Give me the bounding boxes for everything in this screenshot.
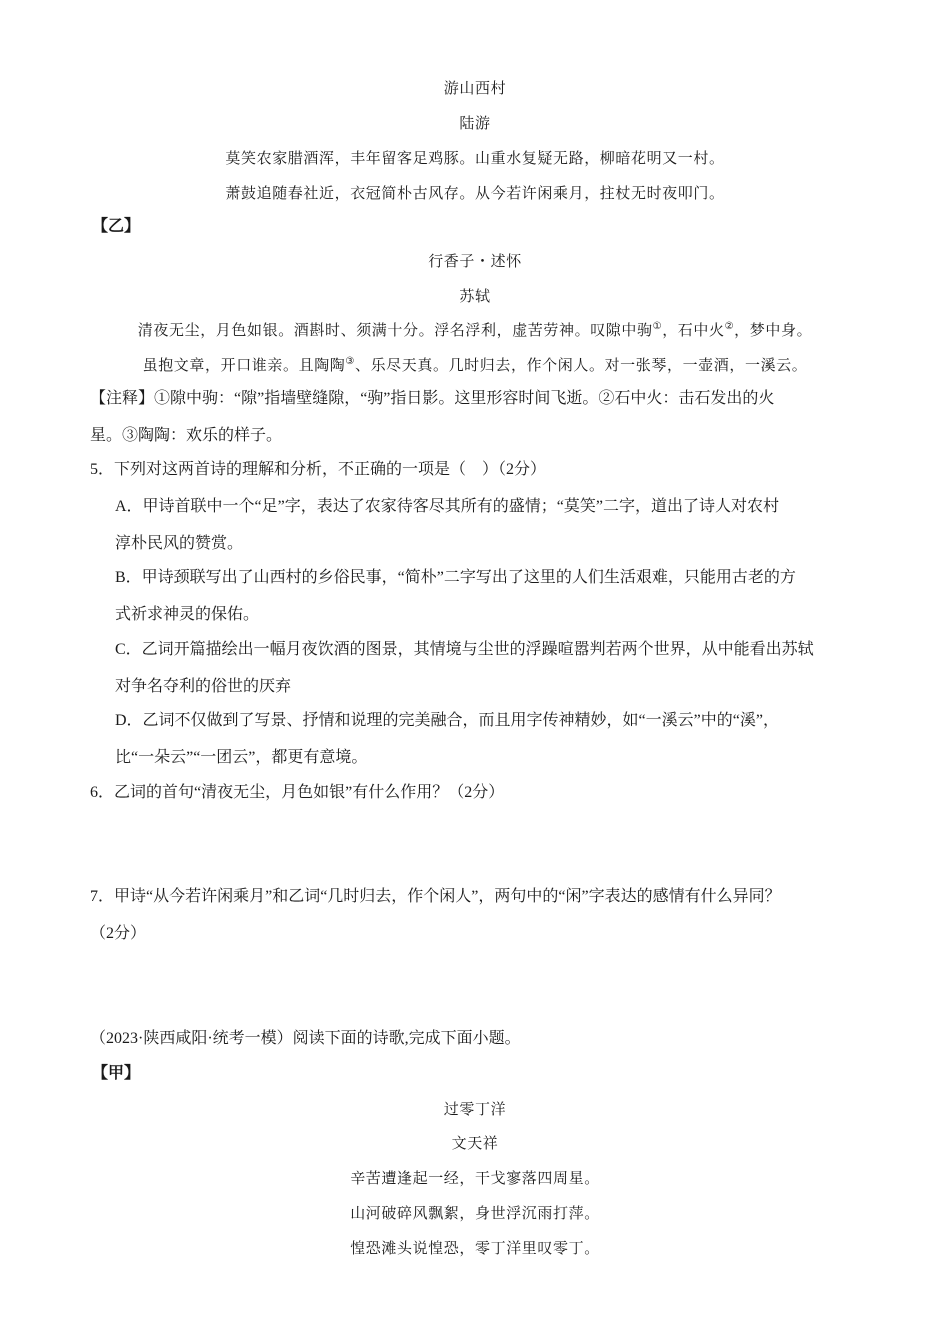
option-d-cont: 比“一朵云”“一团云”，都更有意境。 bbox=[115, 749, 368, 766]
poem-title: 过零丁洋 bbox=[443, 1100, 507, 1118]
option-a: A．甲诗首联中一个“足”字，表达了农家待客尽其所有的盛情；“莫笑”二字，道出了诗人对农村 bbox=[115, 498, 779, 515]
section-label: 【甲】 bbox=[92, 1065, 141, 1082]
poem-line bbox=[0, 355, 950, 375]
poem-title: 行香子・述怀 bbox=[428, 252, 522, 270]
poem-line: 辛苦遭逢起一经，干戈寥落四周星。 bbox=[350, 1169, 600, 1187]
option-c: C．乙词开篇描绘出一幅月夜饮酒的图景，其情境与尘世的浮躁喧嚣判若两个世界，从中能看出苏轼 bbox=[115, 641, 814, 658]
footnote-mark: ③ bbox=[345, 356, 355, 367]
notes-line: 【注释】①隙中驹：“隙”指墙壁缝隙，“驹”指日影。这里形容时间飞逝。②石中火：击石发出的火 bbox=[90, 390, 775, 407]
question-6: 6．乙词的首句“清夜无尘，月色如银”有什么作用？（2分） bbox=[90, 784, 505, 801]
poem-text: 虽抱文章，开口谁亲。且陶陶 bbox=[142, 356, 346, 374]
poem-line: 莫笑农家腊酒浑，丰年留客足鸡豚。山重水复疑无路，柳暗花明又一村。 bbox=[225, 149, 725, 167]
poem-text: ，梦中身。 bbox=[734, 321, 813, 339]
footnote-mark: ② bbox=[724, 321, 735, 332]
question-5-stem: 5．下列对这两首诗的理解和分析，不正确的一项是（ ）（2分） bbox=[90, 461, 547, 478]
question-7-cont: （2分） bbox=[90, 925, 147, 942]
question-7: 7．甲诗“从今若许闲乘月”和乙词“几时归去，作个闲人”，两句中的“闲”字表达的感情有什么异同？ bbox=[90, 888, 781, 905]
section-intro: （2023·陕西咸阳·统考一模）阅读下面的诗歌,完成下面小题。 bbox=[90, 1030, 521, 1047]
notes-line: 星。③陶陶：欢乐的样子。 bbox=[90, 427, 283, 444]
poem-author: 苏轼 bbox=[459, 287, 491, 305]
poem-title: 游山西村 bbox=[443, 79, 507, 97]
option-b-cont: 式祈求神灵的保佑。 bbox=[115, 606, 260, 623]
section-label: 【乙】 bbox=[92, 218, 141, 235]
poem-line: 惶恐滩头说惶恐，零丁洋里叹零丁。 bbox=[350, 1239, 600, 1257]
option-c-cont: 对争名夺利的俗世的厌弃 bbox=[115, 678, 292, 695]
poem-text: 、乐尽天真。几时归去，作个闲人。对一张琴，一壶酒，一溪云。 bbox=[354, 356, 808, 374]
footnote-mark: ① bbox=[652, 321, 663, 332]
option-b: B．甲诗颈联写出了山西村的乡俗民事，“简朴”二字写出了这里的人们生活艰难，只能用古老的方 bbox=[115, 569, 796, 586]
poem-author: 文天祥 bbox=[451, 1134, 499, 1152]
poem-line bbox=[0, 320, 950, 340]
option-d: D．乙词不仅做到了写景、抒情和说理的完美融合，而且用字传神精妙，如“一溪云”中的“溪”， bbox=[115, 712, 779, 729]
poem-text: 清夜无尘，月色如银。酒斟时、须满十分。浮名浮利，虚苦劳神。叹隙中驹 bbox=[137, 321, 653, 339]
poem-author: 陆游 bbox=[459, 114, 491, 132]
poem-line: 山河破碎风飘絮，身世浮沉雨打萍。 bbox=[350, 1204, 600, 1222]
poem-line: 萧鼓追随春社近，衣冠简朴古风存。从今若许闲乘月，拄杖无时夜叩门。 bbox=[225, 184, 725, 202]
poem-text: ，石中火 bbox=[662, 321, 725, 339]
option-a-cont: 淳朴民风的赞赏。 bbox=[115, 535, 244, 552]
